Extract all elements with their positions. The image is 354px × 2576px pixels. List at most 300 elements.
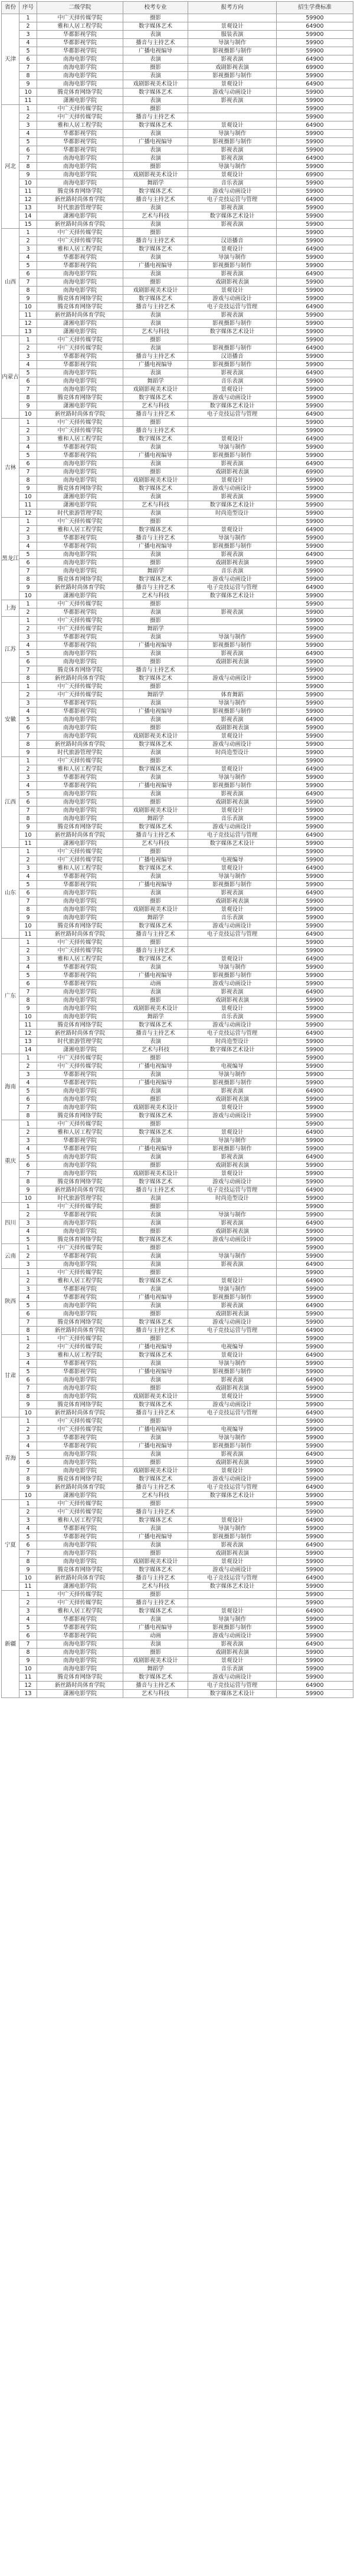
direction-cell: 数字媒体艺术设计 xyxy=(188,402,277,410)
school-cell: 潇湘电影学院 xyxy=(37,1583,123,1591)
fee-cell: 64900 xyxy=(277,1607,353,1616)
direction-cell: 音乐表演 xyxy=(188,1665,277,1673)
direction-cell: 景观设计 xyxy=(188,1393,277,1401)
province-cell: 吉林 xyxy=(2,419,19,518)
major-cell: 摄影 xyxy=(123,1054,188,1062)
direction-cell xyxy=(188,14,277,22)
province-cell: 海南 xyxy=(2,1054,19,1120)
fee-cell: 59900 xyxy=(277,336,353,344)
direction-cell: 景观设计 xyxy=(188,80,277,88)
province-cell: 青海 xyxy=(2,1417,19,1500)
index-cell: 1 xyxy=(19,848,37,856)
fee-cell: 59900 xyxy=(277,1285,353,1294)
major-cell: 播音与主持艺术 xyxy=(123,930,188,939)
table-row xyxy=(2,559,353,567)
fee-cell: 59900 xyxy=(277,1120,353,1129)
school-cell: 中广天择传媒学院 xyxy=(37,1417,123,1426)
index-cell: 3 xyxy=(19,121,37,130)
index-cell: 4 xyxy=(19,708,37,716)
school-cell: 南海电影学院 xyxy=(37,988,123,996)
direction-cell: 戏剧影视表演 xyxy=(188,64,277,72)
table-row xyxy=(2,1343,353,1351)
major-cell: 摄影 xyxy=(123,1095,188,1104)
school-cell: 中广天择传媒学院 xyxy=(37,691,123,699)
school-cell: 中广天择传媒学院 xyxy=(37,1203,123,1211)
direction-cell: 景观设计 xyxy=(188,121,277,130)
fee-cell: 64900 xyxy=(277,1277,353,1285)
fee-cell: 59900 xyxy=(277,485,353,493)
index-cell: 1 xyxy=(19,105,37,113)
direction-cell: 影视表演 xyxy=(188,146,277,154)
table-row xyxy=(2,237,353,245)
fee-cell: 59900 xyxy=(277,641,353,650)
province-cell: 江苏 xyxy=(2,617,19,683)
fee-cell: 64900 xyxy=(277,1376,353,1384)
table-row xyxy=(2,1599,353,1607)
direction-cell: 游戏与动画设计 xyxy=(188,741,277,749)
index-cell: 13 xyxy=(19,1038,37,1046)
major-cell: 数字媒体艺术 xyxy=(123,1516,188,1525)
index-cell: 4 xyxy=(19,1145,37,1153)
major-cell: 数字媒体艺术 xyxy=(123,1566,188,1574)
school-cell: 华都影视学院 xyxy=(37,708,123,716)
fee-cell: 64900 xyxy=(277,1029,353,1038)
school-cell: 雅和人居工程学院 xyxy=(37,526,123,534)
index-cell: 9 xyxy=(19,1005,37,1013)
fee-cell: 59900 xyxy=(277,187,353,196)
fee-cell: 59900 xyxy=(277,278,353,287)
major-cell: 数字媒体艺术 xyxy=(123,1401,188,1409)
major-cell: 戏剧影视美术设计 xyxy=(123,1657,188,1665)
table-row xyxy=(2,47,353,55)
table-row xyxy=(2,121,353,130)
major-cell: 表演 xyxy=(123,1616,188,1624)
index-cell: 6 xyxy=(19,1632,37,1640)
direction-cell: 戏剧影视表演 xyxy=(188,1095,277,1104)
fee-cell: 64900 xyxy=(277,22,353,31)
major-cell: 艺术与科技 xyxy=(123,592,188,600)
index-cell: 4 xyxy=(19,1442,37,1450)
major-cell: 表演 xyxy=(123,270,188,278)
major-cell: 表演 xyxy=(123,369,188,377)
major-cell: 戏剧影视美术设计 xyxy=(123,906,188,914)
fee-cell: 59900 xyxy=(277,939,353,947)
direction-cell: 景观设计 xyxy=(188,765,277,774)
fee-cell: 59900 xyxy=(277,774,353,782)
index-cell: 2 xyxy=(19,947,37,955)
school-cell: 华都影视学院 xyxy=(37,262,123,270)
table-row xyxy=(2,782,353,790)
fee-cell: 59900 xyxy=(277,633,353,641)
fee-cell: 59900 xyxy=(277,1632,353,1640)
school-cell: 中广天择传媒学院 xyxy=(37,848,123,856)
index-cell: 5 xyxy=(19,1302,37,1310)
index-cell: 11 xyxy=(19,501,37,509)
index-cell: 8 xyxy=(19,1649,37,1657)
fee-cell: 59900 xyxy=(277,427,353,435)
direction-cell: 导演与制作 xyxy=(188,1360,277,1368)
major-cell: 表演 xyxy=(123,493,188,501)
fee-cell: 59900 xyxy=(277,361,353,369)
major-cell: 广播电视编导 xyxy=(123,262,188,270)
major-cell: 数字媒体艺术 xyxy=(123,1236,188,1244)
major-cell: 播音与主持艺术 xyxy=(123,947,188,955)
school-cell: 新丝路时尚体育学院 xyxy=(37,1327,123,1335)
major-cell: 摄影 xyxy=(123,1203,188,1211)
index-cell: 9 xyxy=(19,749,37,757)
major-cell: 表演 xyxy=(123,204,188,212)
direction-cell: 游戏与动画设计 xyxy=(188,1673,277,1682)
table-row xyxy=(2,988,353,996)
major-cell: 广播电视编导 xyxy=(123,881,188,889)
index-cell: 10 xyxy=(19,1409,37,1417)
major-cell: 舞蹈学 xyxy=(123,1013,188,1021)
index-cell: 2 xyxy=(19,427,37,435)
table-row xyxy=(2,741,353,749)
fee-cell: 69900 xyxy=(277,171,353,179)
table-row xyxy=(2,947,353,955)
table-row xyxy=(2,1657,353,1665)
table-row xyxy=(2,1583,353,1591)
major-cell: 播音与主持艺术 xyxy=(123,1409,188,1417)
school-cell: 中广天择传媒学院 xyxy=(37,237,123,245)
table-row xyxy=(2,823,353,831)
table-row xyxy=(2,344,353,353)
index-cell: 5 xyxy=(19,1533,37,1541)
table-row xyxy=(2,1500,353,1508)
school-cell: 中广天择传媒学院 xyxy=(37,856,123,864)
school-cell: 潇湘电影学院 xyxy=(37,1492,123,1500)
province-cell: 山东 xyxy=(2,848,19,939)
major-cell: 表演 xyxy=(123,1195,188,1203)
index-cell: 10 xyxy=(19,922,37,930)
school-cell: 华都影视学院 xyxy=(37,542,123,551)
direction-cell: 景观设计 xyxy=(188,732,277,741)
direction-cell: 影视表演 xyxy=(188,1541,277,1549)
table-row xyxy=(2,914,353,922)
table-row xyxy=(2,386,353,394)
index-cell: 1 xyxy=(19,229,37,237)
index-cell: 9 xyxy=(19,584,37,592)
school-cell: 华都影视学院 xyxy=(37,699,123,708)
school-cell: 雅和人居工程学院 xyxy=(37,121,123,130)
table-row xyxy=(2,1574,353,1583)
fee-cell: 59900 xyxy=(277,1318,353,1327)
major-cell: 数字媒体艺术 xyxy=(123,741,188,749)
direction-cell: 景观设计 xyxy=(188,1351,277,1360)
school-cell: 南海电影学院 xyxy=(37,163,123,171)
direction-cell: 影视表演 xyxy=(188,1087,277,1095)
school-cell: 南海电影学院 xyxy=(37,287,123,295)
index-cell: 9 xyxy=(19,80,37,88)
school-cell: 雅和人居工程学院 xyxy=(37,1351,123,1360)
school-cell: 南海电影学院 xyxy=(37,369,123,377)
index-cell: 6 xyxy=(19,1162,37,1170)
table-row xyxy=(2,1467,353,1475)
school-cell: 南海电影学院 xyxy=(37,1095,123,1104)
school-cell: 南海电影学院 xyxy=(37,790,123,798)
direction-cell: 影视摄影与制作 xyxy=(188,344,277,353)
fee-cell: 64900 xyxy=(277,551,353,559)
school-cell: 中广天择传媒学院 xyxy=(37,617,123,625)
fee-cell: 59900 xyxy=(277,1046,353,1054)
fee-cell: 59900 xyxy=(277,691,353,699)
major-cell: 戏剧影视美术设计 xyxy=(123,1467,188,1475)
school-cell: 中广天择传媒学院 xyxy=(37,947,123,955)
direction-cell: 游戏与动画设计 xyxy=(188,394,277,402)
major-cell: 数字媒体艺术 xyxy=(123,1318,188,1327)
school-cell: 雅和人居工程学院 xyxy=(37,765,123,774)
direction-cell: 电子竞技运营与管理 xyxy=(188,196,277,204)
table-row xyxy=(2,774,353,782)
table-row xyxy=(2,1591,353,1599)
direction-cell: 影视表演 xyxy=(188,1640,277,1649)
index-cell: 12 xyxy=(19,1029,37,1038)
fee-cell: 59900 xyxy=(277,1665,353,1673)
direction-cell: 戏剧影视表演 xyxy=(188,658,277,666)
school-cell: 华都影视学院 xyxy=(37,353,123,361)
fee-cell: 59900 xyxy=(277,1393,353,1401)
major-cell: 艺术与科技 xyxy=(123,1492,188,1500)
table-row xyxy=(2,1178,353,1186)
major-cell: 戏剧影视美术设计 xyxy=(123,1005,188,1013)
fee-cell: 59900 xyxy=(277,1508,353,1516)
index-cell: 5 xyxy=(19,1450,37,1459)
direction-cell: 电子竞技运营与管理 xyxy=(188,1029,277,1038)
table-row xyxy=(2,460,353,468)
school-cell: 南海电影学院 xyxy=(37,1649,123,1657)
index-cell: 3 xyxy=(19,353,37,361)
direction-cell: 影视摄影与制作 xyxy=(188,1294,277,1302)
direction-cell: 影视摄影与制作 xyxy=(188,1145,277,1153)
index-cell: 8 xyxy=(19,675,37,683)
fee-cell: 59900 xyxy=(277,708,353,716)
province-cell: 重庆 xyxy=(2,1120,19,1203)
admission-table xyxy=(1,1,353,1698)
fee-cell: 64900 xyxy=(277,864,353,873)
table-row xyxy=(2,1360,353,1368)
major-cell: 摄影 xyxy=(123,1417,188,1426)
index-cell: 7 xyxy=(19,897,37,906)
table-row xyxy=(2,1129,353,1137)
major-cell: 表演 xyxy=(123,551,188,559)
table-row xyxy=(2,105,353,113)
index-cell: 9 xyxy=(19,1483,37,1492)
index-cell: 5 xyxy=(19,1236,37,1244)
index-cell: 2 xyxy=(19,856,37,864)
major-cell: 表演 xyxy=(123,1525,188,1533)
fee-cell: 64900 xyxy=(277,435,353,443)
header-fee: 招生学费标准 xyxy=(277,2,353,14)
index-cell: 2 xyxy=(19,1508,37,1516)
school-cell: 新丝路时尚体育学院 xyxy=(37,1682,123,1690)
school-cell: 时代旅游管理学院 xyxy=(37,1195,123,1203)
table-row xyxy=(2,542,353,551)
school-cell: 雅和人居工程学院 xyxy=(37,1129,123,1137)
table-row xyxy=(2,873,353,881)
direction-cell: 导演与制作 xyxy=(188,873,277,881)
direction-cell xyxy=(188,113,277,121)
direction-cell xyxy=(188,336,277,344)
fee-cell: 64900 xyxy=(277,1261,353,1269)
fee-cell: 64900 xyxy=(277,1516,353,1525)
direction-cell: 音乐表演 xyxy=(188,914,277,922)
table-row xyxy=(2,831,353,840)
major-cell: 艺术与科技 xyxy=(123,840,188,848)
province-cell: 内蒙古 xyxy=(2,336,19,419)
index-cell: 8 xyxy=(19,996,37,1005)
table-row xyxy=(2,1285,353,1294)
direction-cell: 数字媒体艺术设计 xyxy=(188,1046,277,1054)
school-cell: 雅和人居工程学院 xyxy=(37,1277,123,1285)
major-cell: 数字媒体艺术 xyxy=(123,22,188,31)
direction-cell: 戏剧影视表演 xyxy=(188,1459,277,1467)
index-cell: 5 xyxy=(19,1087,37,1095)
index-cell: 13 xyxy=(19,328,37,336)
major-cell: 数字媒体艺术 xyxy=(123,1607,188,1616)
table-row xyxy=(2,1038,353,1046)
fee-cell: 59900 xyxy=(277,1649,353,1657)
index-cell: 2 xyxy=(19,1277,37,1285)
table-row xyxy=(2,526,353,534)
school-cell: 华都影视学院 xyxy=(37,1434,123,1442)
index-cell: 5 xyxy=(19,262,37,270)
school-cell: 中广天择传媒学院 xyxy=(37,625,123,633)
index-cell: 12 xyxy=(19,320,37,328)
table-row xyxy=(2,1335,353,1343)
school-cell: 南海电影学院 xyxy=(37,476,123,485)
direction-cell: 景观设计 xyxy=(188,245,277,254)
direction-cell: 景观设计 xyxy=(188,435,277,443)
direction-cell: 汉语播音 xyxy=(188,237,277,245)
table-row xyxy=(2,765,353,774)
index-cell: 2 xyxy=(19,1343,37,1351)
school-cell: 腾竞体育网络学院 xyxy=(37,1401,123,1409)
fee-cell: 64900 xyxy=(277,1302,353,1310)
index-cell: 9 xyxy=(19,1566,37,1574)
index-cell: 2 xyxy=(19,1062,37,1071)
table-row xyxy=(2,1029,353,1038)
table-row xyxy=(2,1682,353,1690)
school-cell: 腾竞体育网络学院 xyxy=(37,303,123,311)
major-cell: 广播电视编导 xyxy=(123,1368,188,1376)
index-cell: 13 xyxy=(19,204,37,212)
index-cell: 1 xyxy=(19,1244,37,1252)
school-cell: 潇湘电影学院 xyxy=(37,1046,123,1054)
fee-cell: 59900 xyxy=(277,1558,353,1566)
fee-cell: 59900 xyxy=(277,1384,353,1393)
index-cell: 15 xyxy=(19,221,37,229)
table-row xyxy=(2,1426,353,1434)
table-row xyxy=(2,1219,353,1228)
fee-cell: 64900 xyxy=(277,55,353,64)
major-cell: 播音与主持艺术 xyxy=(123,1186,188,1195)
index-cell: 3 xyxy=(19,955,37,963)
fee-cell: 59900 xyxy=(277,1566,353,1574)
major-cell: 表演 xyxy=(123,221,188,229)
school-cell: 中广天择传媒学院 xyxy=(37,1426,123,1434)
index-cell: 10 xyxy=(19,88,37,97)
index-cell: 2 xyxy=(19,691,37,699)
fee-cell: 59900 xyxy=(277,1475,353,1483)
school-cell: 腾竞体育网络学院 xyxy=(37,575,123,584)
fee-cell: 59900 xyxy=(277,386,353,394)
table-row xyxy=(2,113,353,121)
table-row xyxy=(2,1120,353,1129)
direction-cell: 影视表演 xyxy=(188,493,277,501)
index-cell: 2 xyxy=(19,1129,37,1137)
major-cell: 表演 xyxy=(123,1302,188,1310)
table-row xyxy=(2,1071,353,1079)
major-cell: 摄影 xyxy=(123,724,188,732)
fee-cell: 59900 xyxy=(277,600,353,608)
school-cell: 中广天择传媒学院 xyxy=(37,1269,123,1277)
fee-cell: 64900 xyxy=(277,889,353,897)
school-cell: 华都影视学院 xyxy=(37,1525,123,1533)
fee-cell: 59900 xyxy=(277,1368,353,1376)
school-cell: 新丝路时尚体育学院 xyxy=(37,675,123,683)
school-cell: 新丝路时尚体育学院 xyxy=(37,930,123,939)
fee-cell: 64900 xyxy=(277,154,353,163)
major-cell: 播音与主持艺术 xyxy=(123,353,188,361)
fee-cell: 64900 xyxy=(277,650,353,658)
direction-cell: 影视表演 xyxy=(188,988,277,996)
direction-cell: 戏剧影视表演 xyxy=(188,996,277,1005)
index-cell: 3 xyxy=(19,864,37,873)
major-cell: 戏剧影视美术设计 xyxy=(123,1393,188,1401)
direction-cell: 游戏与动画设计 xyxy=(188,1475,277,1483)
table-row xyxy=(2,22,353,31)
index-cell: 7 xyxy=(19,732,37,741)
direction-cell: 数字媒体艺术设计 xyxy=(188,1690,277,1698)
school-cell: 腾竞体育网络学院 xyxy=(37,187,123,196)
direction-cell: 电子竞技运营与管理 xyxy=(188,1327,277,1335)
direction-cell: 游戏与动画设计 xyxy=(188,1401,277,1409)
direction-cell: 戏剧影视表演 xyxy=(188,1649,277,1657)
direction-cell: 数字媒体艺术设计 xyxy=(188,328,277,336)
major-cell: 表演 xyxy=(123,1071,188,1079)
school-cell: 潇湘电影学院 xyxy=(37,212,123,221)
school-cell: 中广天择传媒学院 xyxy=(37,939,123,947)
major-cell: 动画 xyxy=(123,980,188,988)
fee-cell: 64900 xyxy=(277,196,353,204)
table-row xyxy=(2,1417,353,1426)
index-cell: 12 xyxy=(19,1682,37,1690)
fee-cell: 59900 xyxy=(277,452,353,460)
major-cell: 摄影 xyxy=(123,1162,188,1170)
index-cell: 3 xyxy=(19,774,37,782)
school-cell: 南海电影学院 xyxy=(37,1376,123,1384)
index-cell: 7 xyxy=(19,468,37,476)
direction-cell: 电子竞技运营与管理 xyxy=(188,1409,277,1417)
direction-cell: 电视编导 xyxy=(188,1426,277,1434)
table-row xyxy=(2,889,353,897)
table-row xyxy=(2,171,353,179)
major-cell: 表演 xyxy=(123,1640,188,1649)
direction-cell: 电子竞技运营与管理 xyxy=(188,1483,277,1492)
index-cell: 8 xyxy=(19,1327,37,1335)
school-cell: 南海电影学院 xyxy=(37,1302,123,1310)
table-row xyxy=(2,1409,353,1417)
fee-cell: 59900 xyxy=(277,443,353,452)
direction-cell: 数字媒体艺术设计 xyxy=(188,840,277,848)
index-cell: 10 xyxy=(19,179,37,187)
table-row xyxy=(2,708,353,716)
index-cell: 1 xyxy=(19,939,37,947)
major-cell: 表演 xyxy=(123,1450,188,1459)
school-cell: 南海电影学院 xyxy=(37,278,123,287)
fee-cell: 59900 xyxy=(277,559,353,567)
